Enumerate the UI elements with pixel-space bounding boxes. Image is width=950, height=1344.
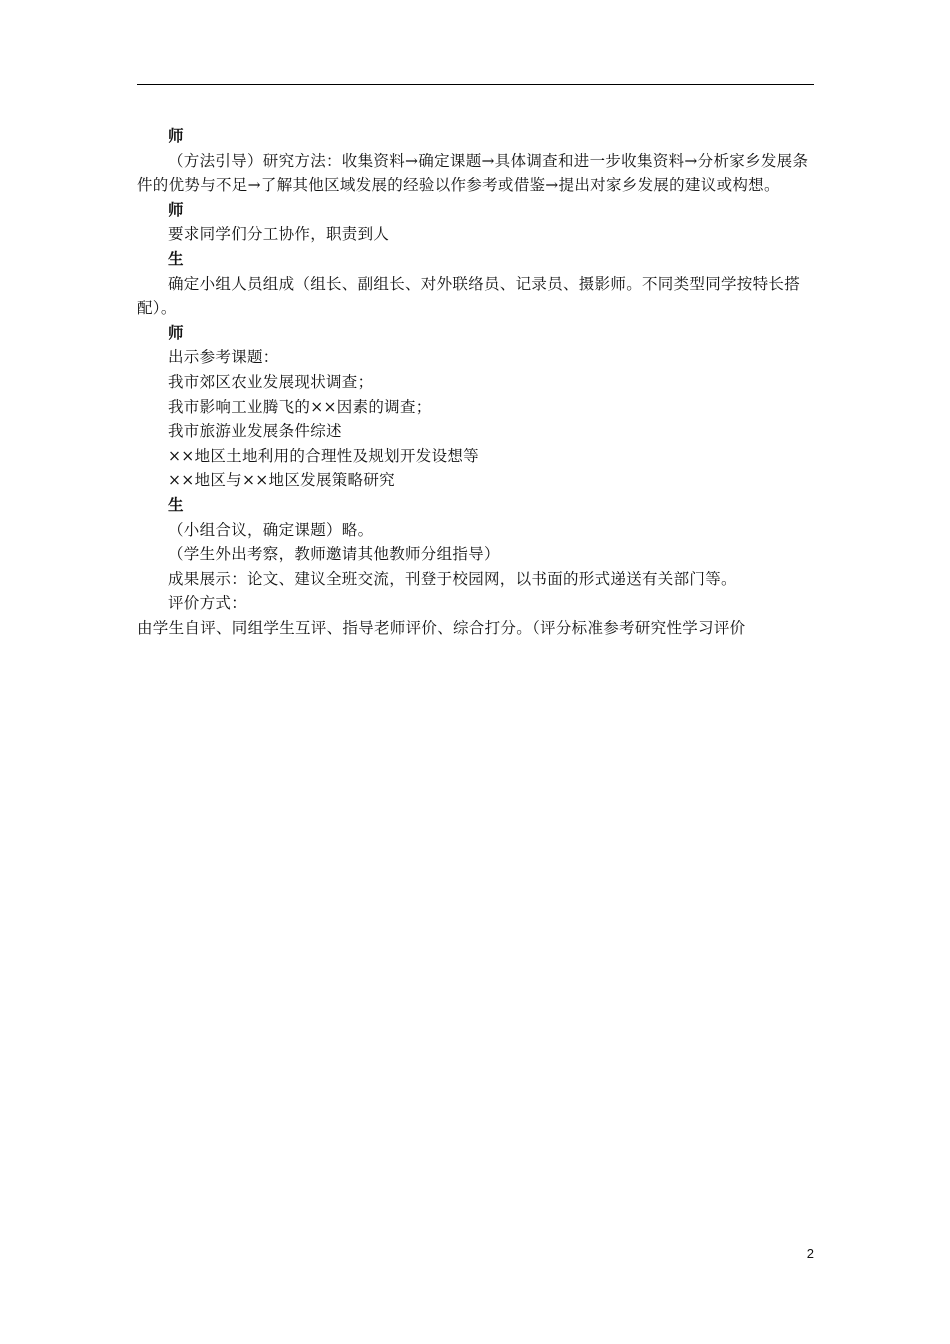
speaker-label-teacher: 师: [168, 200, 184, 219]
paragraph-research-method: （方法引导）研究方法：收集资料→确定课题→具体调查和进一步收集资料→分析家乡发展条件的优势与不足→了解其他区域发展的经验以作参考或借鉴→提出对家乡发展的建议或构想。: [137, 151, 809, 195]
list-item-topic: ××地区与××地区发展策略研究: [168, 471, 395, 490]
speaker-label-teacher: 师: [168, 127, 184, 145]
list-item-topic: 我市旅游业发展条件综述: [168, 422, 342, 441]
paragraph-results-display: 成果展示：论文、建议全班交流，刊登于校园网，以书面的形式递送有关部门等。: [168, 569, 737, 588]
speaker-label-student: 生: [168, 249, 184, 268]
paragraph-reference-topics-intro: 出示参考课题：: [168, 348, 279, 367]
speaker-label-student: 生: [168, 495, 184, 514]
list-item-topic: ××地区土地利用的合理性及规划开发设想等: [168, 446, 479, 465]
speaker-label-teacher: 师: [168, 323, 184, 342]
paragraph-evaluation-heading: 评价方式：: [168, 594, 248, 613]
document-body: [137, 124, 814, 640]
list-item-topic: 我市影响工业腾飞的××因素的调查；: [168, 397, 432, 416]
paragraph-field-study: （学生外出考察，教师邀请其他教师分组指导）: [168, 545, 500, 564]
paragraph-group-discussion: （小组合议，确定课题）略。: [168, 520, 374, 539]
paragraph-evaluation-detail: 由学生自评、同组学生互评、指导老师评价、综合打分。（评分标准参考研究性学习评价: [137, 618, 746, 637]
paragraph-group-members: 确定小组人员组成（组长、副组长、对外联络员、记录员、摄影师。不同类型同学按特长搭配）。: [137, 274, 801, 318]
list-item-topic: 我市郊区农业发展现状调查；: [168, 372, 374, 391]
paragraph-division-of-work: 要求同学们分工协作，职责到人: [168, 225, 390, 244]
page-number: 2: [806, 1246, 814, 1261]
header-rule: [137, 84, 814, 85]
